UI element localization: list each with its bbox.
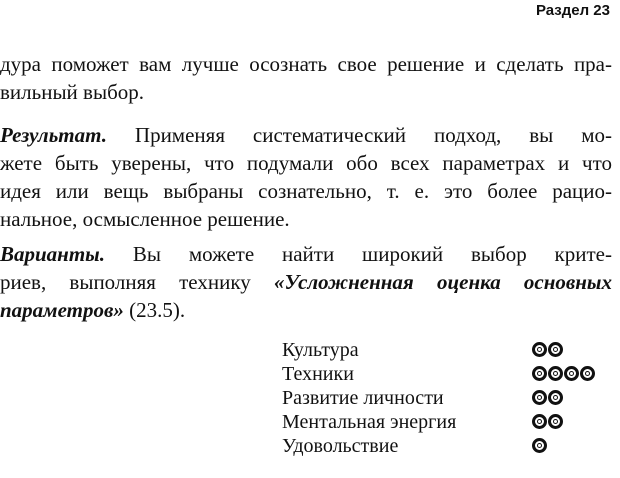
paragraph-line: нальное, осмысленное решение.	[0, 207, 290, 231]
paragraph-line: дура поможет вам лучше осознать свое решение и сделать пра-	[0, 52, 612, 76]
rating-circle-icon	[564, 366, 579, 381]
rating-circle-icon	[532, 390, 547, 405]
rating-circle-icon	[548, 342, 563, 357]
rating-label: Удовольствие	[282, 435, 399, 457]
paragraph-intro	[0, 50, 612, 106]
rating-circle-icon	[532, 366, 547, 381]
rating-circles	[532, 342, 563, 358]
paragraph-text: риев, выполняя технику	[0, 270, 274, 294]
paragraph-lead-result: Результат.	[0, 123, 107, 147]
rating-row	[282, 338, 612, 362]
paragraph-lead-variants: Варианты.	[0, 242, 105, 266]
rating-label: Ментальная энергия	[282, 411, 457, 433]
rating-label: Развитие личности	[282, 387, 444, 409]
rating-row	[282, 362, 612, 386]
rating-circle-icon	[548, 390, 563, 405]
rating-circle-icon	[532, 342, 547, 357]
paragraph-line	[0, 296, 612, 324]
paragraph-variants	[0, 240, 612, 324]
rating-circles	[532, 366, 595, 382]
rating-circle-icon	[548, 366, 563, 381]
rating-label: Культура	[282, 339, 359, 361]
paragraph-result	[0, 121, 612, 233]
technique-title: параметров»	[0, 298, 124, 322]
rating-row	[282, 434, 612, 458]
rating-circle-icon	[532, 438, 547, 453]
rating-circles	[532, 390, 563, 406]
paragraph-line: идея или вещь выбраны сознательно, т. е. это более рацио-	[0, 179, 612, 203]
paragraph-line	[0, 268, 612, 296]
rating-table	[282, 338, 612, 458]
rating-row	[282, 386, 612, 410]
paragraph-text: Применяя систематический подход, вы мо-	[106, 123, 612, 147]
rating-label: Техники	[282, 363, 354, 385]
rating-circle-icon	[580, 366, 595, 381]
technique-reference: (23.5).	[123, 298, 186, 322]
paragraph-line	[0, 121, 612, 149]
rating-circles	[532, 438, 547, 454]
paragraph-line: вильный выбор.	[0, 80, 145, 104]
paragraph-line: жете быть уверены, что подумали обо всех параметрах и что	[0, 151, 612, 175]
rating-circle-icon	[548, 414, 563, 429]
rating-circle-icon	[532, 414, 547, 429]
section-label: Раздел 23	[535, 2, 610, 19]
technique-title: «Усложненная оценка основных	[273, 270, 613, 294]
rating-row	[282, 410, 612, 434]
rating-circles	[532, 414, 563, 430]
paragraph-line	[0, 240, 612, 268]
paragraph-text: Вы можете найти широкий выбор крите-	[105, 242, 612, 266]
